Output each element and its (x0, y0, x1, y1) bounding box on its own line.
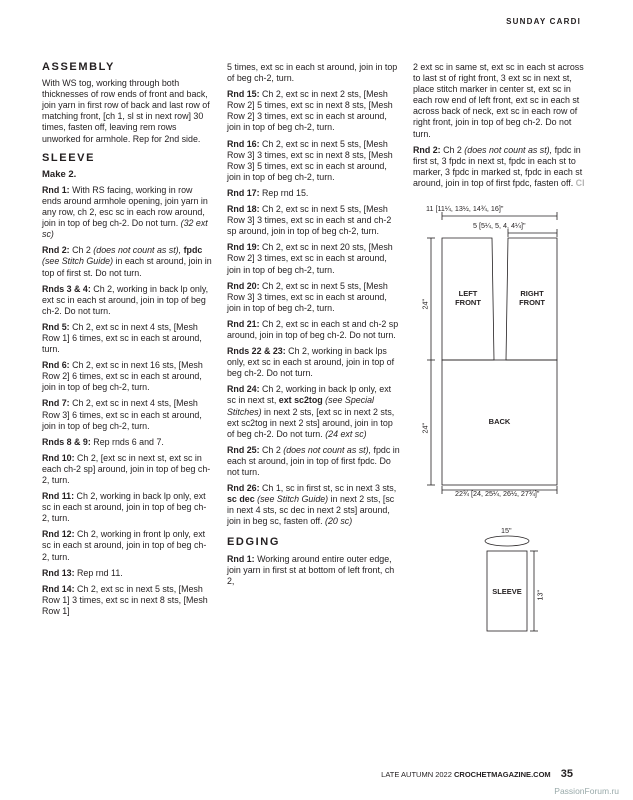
rnd-14-continued: 5 times, ext sc in each st around, join in top of beg ch-2, turn. (227, 62, 398, 84)
sleeve-rnd-15: Rnd 15: Ch 2, ext sc in next 2 sts, [Mesh Row 2] 5 times, ext sc in next 8 sts, [Mesh Row 2] 3 times, ext sc in each st around, join in top of beg ch-2, turn. (227, 89, 393, 133)
sleeve-rnd-7: Rnd 7: Ch 2, ext sc in next 4 sts, [Mesh Row 3] 6 times, ext sc in each st around, join in top of beg ch-2, turn. (42, 398, 202, 431)
right-front-label: RIGHT FRONT (519, 289, 545, 307)
sleeve-rnd-14: Rnd 14: Ch 2, ext sc in next 5 sts, [Mesh Row 1] 3 times, ext sc in next 8 sts, [Mesh Row 1] (42, 583, 208, 616)
edging-rnd-1: Rnd 1: Working around entire outer edge, join yarn in first st at bottom of left front, ch 2, (227, 553, 395, 586)
sleeve-rnd-21: Rnd 21: Ch 2, ext sc in each st and ch-2 sp around, join in top of beg ch-2. Do not turn. (227, 318, 399, 340)
sleeve-rnd-17: Rnd 17: Rep rnd 15. (227, 187, 309, 198)
running-header: SUNDAY CARDI (506, 17, 581, 26)
edging-rnd-2: Rnd 2: Ch 2 (does not count as st), fpdc in first st, 3 fpdc in next st, fpdc in each st to marker, 3 fpdc in marked st, fpdc in each st around, join in top of first fpdc, fasten off. CI (413, 144, 585, 188)
back-height-label: 24" (420, 422, 430, 434)
issue-label: LATE AUTUMN 2022 (381, 770, 452, 779)
edging-heading: EDGING (227, 536, 280, 549)
page-footer (381, 768, 573, 780)
sleeve-height-label: 13" (535, 589, 545, 601)
sleeve-rnds-3-4: Rnds 3 & 4: Ch 2, working in back lp only, ext sc in each st around, join in top of beg ch-2. Do not turn. (42, 283, 209, 316)
sleeve-heading: SLEEVE (42, 151, 96, 164)
sleeve-rnd-19: Rnd 19: Ch 2, ext sc in next 20 sts, [Mesh Row 2] 3 times, ext sc in each st around, join in top of beg ch-2, turn. (227, 242, 393, 275)
end-mark: CI (575, 177, 585, 188)
sleeve-rnd-12: Rnd 12: Ch 2, working in front lp only, ext sc in each st around, join in top of beg ch-2, turn. (42, 529, 207, 562)
sleeve-rnd-1: Rnd 1: With RS facing, working in row ends around armhole opening, join yarn in any row, ch 2, esc sc in each row around, join in top of beg ch-2. Do not turn. (32 ext sc) (42, 184, 208, 240)
sleeve-rnd-25: Rnd 25: Ch 2 (does not count as st), fpdc in each st around, join in top of first fpdc. Do not turn. (227, 444, 400, 477)
make-note: Make 2. (42, 168, 77, 180)
sleeve-rnd-2: Rnd 2: Ch 2 (does not count as st), fpdc (see Stitch Guide) in each st around, join in top of first st. Do not turn. (42, 245, 212, 278)
sleeve-label: SLEEVE (492, 587, 522, 596)
sleeve-rnd-10: Rnd 10: Ch 2, [ext sc in next st, ext sc in each ch-2 sp] around, join in top of beg ch-2, turn. (42, 452, 211, 485)
back-label: BACK (488, 417, 511, 426)
front-height-label: 24" (420, 298, 430, 310)
sleeve-rnd-16: Rnd 16: Ch 2, ext sc in next 5 sts, [Mesh Row 3] 3 times, ext sc in next 8 sts, [Mesh Row 3] 5 times, ext sc in each st around, join in top of beg ch-2, turn. (227, 138, 393, 182)
sleeve-width-label: 15" (501, 526, 512, 535)
sleeve-rnd-20: Rnd 20: Ch 2, ext sc in next 5 sts, [Mesh Row 3] 3 times, ext sc in each st around, join in top of beg ch-2, turn. (227, 280, 388, 313)
sleeve-rnd-11: Rnd 11: Ch 2, working in back lp only, ext sc in each st around, join in top of beg ch-2, turn. (42, 491, 207, 524)
assembly-heading: ASSEMBLY (42, 61, 115, 73)
sleeve-rnd-5: Rnd 5: Ch 2, ext sc in next 4 sts, [Mesh Row 1] 6 times, ext sc in each st around, turn. (42, 321, 202, 355)
site-label: CROCHETMAGAZINE.COM (453, 770, 551, 779)
sleeve-rnds-8-9: Rnds 8 & 9: Rep rnds 6 and 7. (42, 436, 164, 447)
schematic-diagram (415, 198, 595, 638)
sleeve-rnd-13: Rnd 13: Rep rnd 11. (42, 567, 123, 578)
watermark: PassionForum.ru (554, 786, 619, 796)
sleeve-rnd-24: Rnd 24: Ch 2, working in back lp only, ext sc in next st, ext sc2tog (see Special Stitches) in next 2 sts, [ext sc in next 2 sts, ext sc2tog in next 2 sts] around, join in top of beg ch-2. Do not turn. (24 ext sc) (227, 384, 395, 439)
sleeve-rnd-6: Rnd 6: Ch 2, ext sc in next 16 sts, [Mesh Row 2] 6 times, ext sc in each st around, join in top of beg ch-2, turn. (42, 360, 203, 393)
page-number: 35 (560, 768, 573, 780)
column-1 (42, 62, 212, 622)
sleeve-rnd-26: Rnd 26: Ch 1, sc in first st, sc in next 3 sts, sc dec (see Stitch Guide) in next 2 sts, [sc in next 4 sts, sc dec in next 2 sts] around, join in beg sc, fasten off. (20 sc) (227, 483, 397, 527)
edging-rnd-1-continued: 2 ext sc in same st, ext sc in each st across to last st of right front, 3 ext sc in next st, place stitch marker in center st, ext sc in each row end of left front, ext sc in each st across back of neck, ext sc in each row of right front, join in top of beg ch-2. Do not turn. (413, 62, 584, 139)
sleeve-rnds-22-23: Rnds 22 & 23: Ch 2, working in back lps only, ext sc in each st around, join in top of beg ch-2. Do not turn. (227, 346, 395, 379)
assembly-text: With WS tog, working through both thicknesses of row ends of front and back, join yarn in first row of back and last row of matching front, [ch 1, sl st in next row] 30 times, fasten off, leaving rem rows unworked for armhole. Rep for 2nd side. (42, 78, 210, 144)
column-3 (413, 62, 585, 194)
top-width-label: 11 [11¼, 13½, 14¾, 16]" (426, 204, 504, 213)
front-width-label: 5 [5¼, 5, 4, 4¼]" (473, 221, 526, 230)
left-front-label: LEFT FRONT (455, 289, 481, 307)
column-2 (227, 62, 400, 592)
bottom-width-label: 22¾ [24, 25¼, 26½, 27¾]" (455, 489, 540, 498)
sleeve-rnd-18: Rnd 18: Ch 2, ext sc in next 5 sts, [Mesh Row 3] 3 times, ext sc in each st and ch-2 sp around, join in top of beg ch-2, turn. (227, 204, 392, 237)
